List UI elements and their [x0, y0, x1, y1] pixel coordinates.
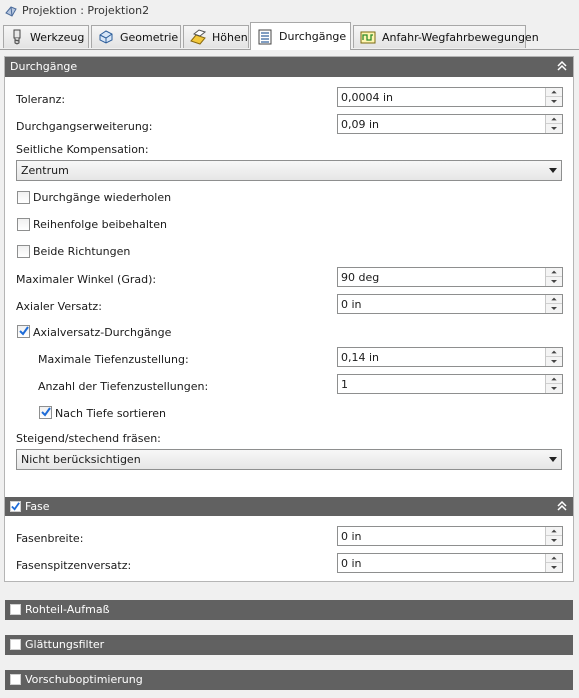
- pass-extension-value: 0,09 in: [341, 118, 380, 131]
- pass-extension-label: Durchgangserweiterung:: [16, 120, 153, 133]
- section-title-fase: Fase: [25, 500, 50, 513]
- collapse-icon[interactable]: [556, 60, 568, 72]
- stepdown-count-field[interactable]: [337, 374, 563, 394]
- spin-down-icon[interactable]: [546, 277, 562, 286]
- chevron-down-icon: [549, 168, 557, 174]
- checkmark-icon: [19, 326, 29, 336]
- chamfer-width-value: 0 in: [341, 530, 362, 543]
- fase-checkbox[interactable]: [10, 501, 21, 512]
- tab-geometrie[interactable]: [91, 25, 181, 48]
- chamfer-width-field[interactable]: [337, 526, 563, 546]
- smoothing-checkbox[interactable]: [10, 639, 21, 650]
- max-stepdown-value: 0,14 in: [341, 351, 380, 364]
- spin-down-icon[interactable]: [546, 384, 562, 393]
- axial-offset-field[interactable]: [337, 294, 563, 314]
- max-stepdown-label: Maximale Tiefenzustellung:: [38, 353, 189, 366]
- chamfer-tip-offset-value: 0 in: [341, 557, 362, 570]
- ramp-plunge-value: Nicht berücksichtigen: [21, 453, 141, 466]
- spin-up-icon[interactable]: [546, 554, 562, 563]
- side-compensation-label: Seitliche Kompensation:: [16, 143, 149, 156]
- sort-by-depth-checkbox[interactable]: [39, 406, 52, 419]
- spin-up-icon[interactable]: [546, 295, 562, 304]
- max-angle-field[interactable]: [337, 267, 563, 287]
- section-title-glaettung: Glättungsfilter: [25, 638, 105, 651]
- ramp-plunge-label: Steigend/stechend fräsen:: [16, 432, 161, 445]
- axial-offset-value: 0 in: [341, 298, 362, 311]
- repeat-passes-checkbox[interactable]: [17, 191, 30, 204]
- passes-icon: [257, 29, 273, 45]
- tab-hoehen[interactable]: [183, 25, 249, 48]
- section-header-fase[interactable]: [5, 497, 573, 517]
- spin-up-icon[interactable]: [546, 527, 562, 536]
- tab-anfahr-wegfahrbewegungen[interactable]: [353, 25, 539, 48]
- section-title-rohteil: Rohteil-Aufmaß: [25, 603, 110, 616]
- tab-durchgaenge[interactable]: [250, 22, 351, 50]
- section-header-glaettung[interactable]: [5, 635, 573, 655]
- pass-extension-spinner[interactable]: [545, 115, 562, 133]
- max-stepdown-field[interactable]: [337, 347, 563, 367]
- window-title: Projektion : Projektion2: [22, 4, 150, 17]
- tolerance-label: Toleranz:: [16, 93, 66, 106]
- tab-durchgaenge-label: Durchgänge: [279, 30, 347, 43]
- spin-up-icon[interactable]: [546, 115, 562, 124]
- stepdown-count-spinner[interactable]: [545, 375, 562, 393]
- tolerance-spinner[interactable]: [545, 88, 562, 106]
- section-title-vorschub: Vorschuboptimierung: [25, 673, 143, 686]
- spin-down-icon[interactable]: [546, 97, 562, 106]
- feed-optimization-checkbox[interactable]: [10, 674, 21, 685]
- sort-by-depth-label: Nach Tiefe sortieren: [55, 407, 166, 420]
- chamfer-tip-offset-spinner[interactable]: [545, 554, 562, 572]
- spin-up-icon[interactable]: [546, 375, 562, 384]
- ramp-plunge-dropdown[interactable]: [16, 449, 562, 470]
- heights-icon: [190, 29, 206, 45]
- side-compensation-dropdown[interactable]: [16, 160, 562, 181]
- chamfer-tip-offset-label: Fasenspitzenversatz:: [16, 559, 132, 572]
- geometry-cube-icon: [98, 29, 114, 45]
- max-angle-label: Maximaler Winkel (Grad):: [16, 273, 157, 286]
- axial-offset-passes-label: Axialversatz-Durchgänge: [33, 326, 172, 339]
- tab-werkzeug-label: Werkzeug: [30, 30, 85, 44]
- spin-up-icon[interactable]: [546, 88, 562, 97]
- chamfer-width-label: Fasenbreite:: [16, 532, 84, 545]
- tab-anfahr-label: Anfahr-Wegfahrbewegungen: [382, 30, 539, 44]
- chevron-down-icon: [549, 457, 557, 463]
- max-angle-value: 90 deg: [341, 271, 380, 284]
- keep-order-label: Reihenfolge beibehalten: [33, 218, 167, 231]
- spin-down-icon[interactable]: [546, 304, 562, 313]
- spin-down-icon[interactable]: [546, 536, 562, 545]
- tolerance-value: 0,0004 in: [341, 91, 394, 104]
- section-header-durchgaenge[interactable]: [5, 57, 573, 77]
- tab-werkzeug[interactable]: [3, 25, 89, 48]
- axial-offset-spinner[interactable]: [545, 295, 562, 313]
- spin-down-icon[interactable]: [546, 563, 562, 572]
- repeat-passes-label: Durchgänge wiederholen: [33, 191, 172, 204]
- side-compensation-value: Zentrum: [21, 164, 69, 177]
- axial-offset-passes-checkbox[interactable]: [17, 325, 30, 338]
- window-title-bar: [0, 0, 579, 22]
- axial-offset-label: Axialer Versatz:: [16, 300, 102, 313]
- stepdown-count-label: Anzahl der Tiefenzustellungen:: [38, 380, 209, 393]
- spin-down-icon[interactable]: [546, 357, 562, 366]
- stepdown-count-value: 1: [341, 378, 348, 391]
- both-directions-checkbox[interactable]: [17, 245, 30, 258]
- projection-icon: [4, 4, 18, 18]
- keep-order-checkbox[interactable]: [17, 218, 30, 231]
- section-header-rohteil[interactable]: [5, 600, 573, 620]
- checkmark-icon: [11, 502, 20, 511]
- tolerance-field[interactable]: [337, 87, 563, 107]
- stock-allowance-checkbox[interactable]: [10, 604, 21, 615]
- spin-up-icon[interactable]: [546, 268, 562, 277]
- max-angle-spinner[interactable]: [545, 268, 562, 286]
- linking-icon: [360, 29, 376, 45]
- collapse-icon[interactable]: [556, 500, 568, 512]
- spin-down-icon[interactable]: [546, 124, 562, 133]
- checkmark-icon: [41, 407, 51, 417]
- tab-hoehen-label: Höhen: [212, 30, 248, 44]
- chamfer-width-spinner[interactable]: [545, 527, 562, 545]
- tab-geometrie-label: Geometrie: [120, 30, 179, 44]
- chamfer-tip-offset-field[interactable]: [337, 553, 563, 573]
- section-title-durchgaenge: Durchgänge: [10, 60, 78, 73]
- pass-extension-field[interactable]: [337, 114, 563, 134]
- spin-up-icon[interactable]: [546, 348, 562, 357]
- tool-icon: [10, 29, 24, 45]
- section-header-vorschub[interactable]: [5, 670, 573, 690]
- max-stepdown-spinner[interactable]: [545, 348, 562, 366]
- both-directions-label: Beide Richtungen: [33, 245, 131, 258]
